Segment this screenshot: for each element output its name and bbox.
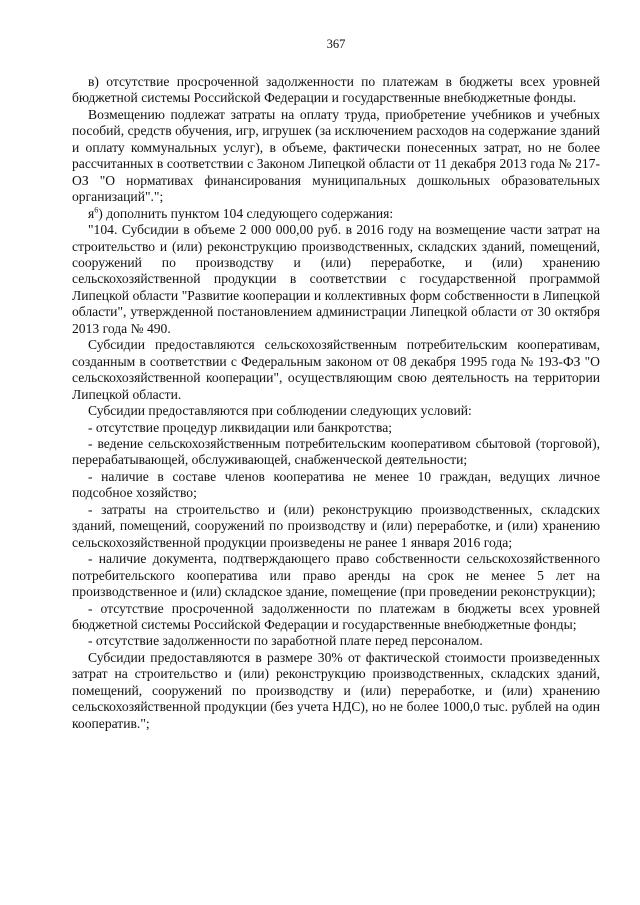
document-body (72, 74, 600, 732)
condition-item: - отсутствие просроченной задолженности по платежам в бюджеты всех уровней бюджетной системы Российской Федерации и государственные внебюджетные фонды; (72, 600, 600, 632)
paragraph-recipients: Субсидии предоставляются сельскохозяйственным потребительским кооперативам, созданным в соответствии с Федеральным законом от 08 декабря 1995 года № 193-ФЗ "О сельскохозяйственной кооперации", осуществляющим свою деятельность на территории Липецкой области. (72, 337, 600, 402)
paragraph-reimbursement-costs: Возмещению подлежат затраты на оплату труда, приобретение учебников и учебных пособий, средств обучения, игр, игрушек (за исключением расходов на содержание зданий и оплату коммунальных услуг), в объеме, фактически понесенных затрат, но не более рассчитанных в соответствии с Законом Липецкой области от 11 декабря 2013 года № 217-ОЗ "О нормативах финансирования муниципальных дошкольных образовательных организаций"."; (72, 106, 600, 205)
paragraph-subsidy-size: Субсидии предоставляются в размере 30% от фактической стоимости произведенных затрат на строительство и (или) реконструкцию производственных, складских зданий, помещений, сооружений по производству и (или) переработке, и (или) хранению сельскохозяйственной продукции (без учета НДС), но не более 1000,0 тыс. рублей на один кооператив."; (72, 649, 600, 731)
condition-item: - наличие документа, подтверждающего право собственности сельскохозяйственного потребительского кооператива или право аренды на срок не менее 5 лет на производственное и (или) складское здание, помещение (при проведении реконструкции); (72, 551, 600, 600)
paragraph-conditions-heading: Субсидии предоставляются при соблюдении следующих условий: (88, 403, 472, 419)
paragraph-amendment-item (72, 206, 600, 222)
condition-item: - наличие в составе членов кооператива не менее 10 граждан, ведущих личное подсобное хозяйство; (72, 468, 600, 501)
paragraph-point-104: "104. Субсидии в объеме 2 000 000,00 руб. в 2016 году на возмещение части затрат на строительство и (или) реконструкцию производственных, складских зданий, помещений, сооружений по производству и (или) переработке, и (или) хранению сельскохозяйственной продукции в соответствии с государственной программой Липецкой области "Развитие кооперации и коллективных форм собственности в Липецкой области", утвержденной постановлением администрации Липецкой области от 30 октября 2013 года № 490. (72, 222, 600, 336)
paragraph-condition-v: в) отсутствие просроченной задолженности по платежам в бюджеты всех уровней бюджетной системы Российской Федерации и государственные внебюджетные фонды. (72, 74, 600, 106)
page-number: 367 (326, 37, 346, 51)
condition-item: - ведение сельскохозяйственным потребительским кооперативом сбытовой (торговой), перерабатывающей, обслуживающей, снабженческой деятельности; (72, 435, 600, 468)
condition-item: - отсутствие задолженности по заработной плате перед персоналом. (88, 633, 483, 649)
amendment-item-superscript: 6 (94, 205, 99, 215)
amendment-item-letter: я (88, 205, 95, 221)
condition-item: - затраты на строительство и (или) реконструкцию производственных, складских зданий, помещений, сооружений по производству и (или) переработке, и (или) хранению сельскохозяйственной продукции произведены не ранее 1 января 2016 года; (72, 501, 600, 550)
amendment-item-text: ) дополнить пунктом 104 следующего содержания: (98, 205, 394, 221)
condition-item: - отсутствие процедур ликвидации или банкротства; (88, 419, 393, 435)
